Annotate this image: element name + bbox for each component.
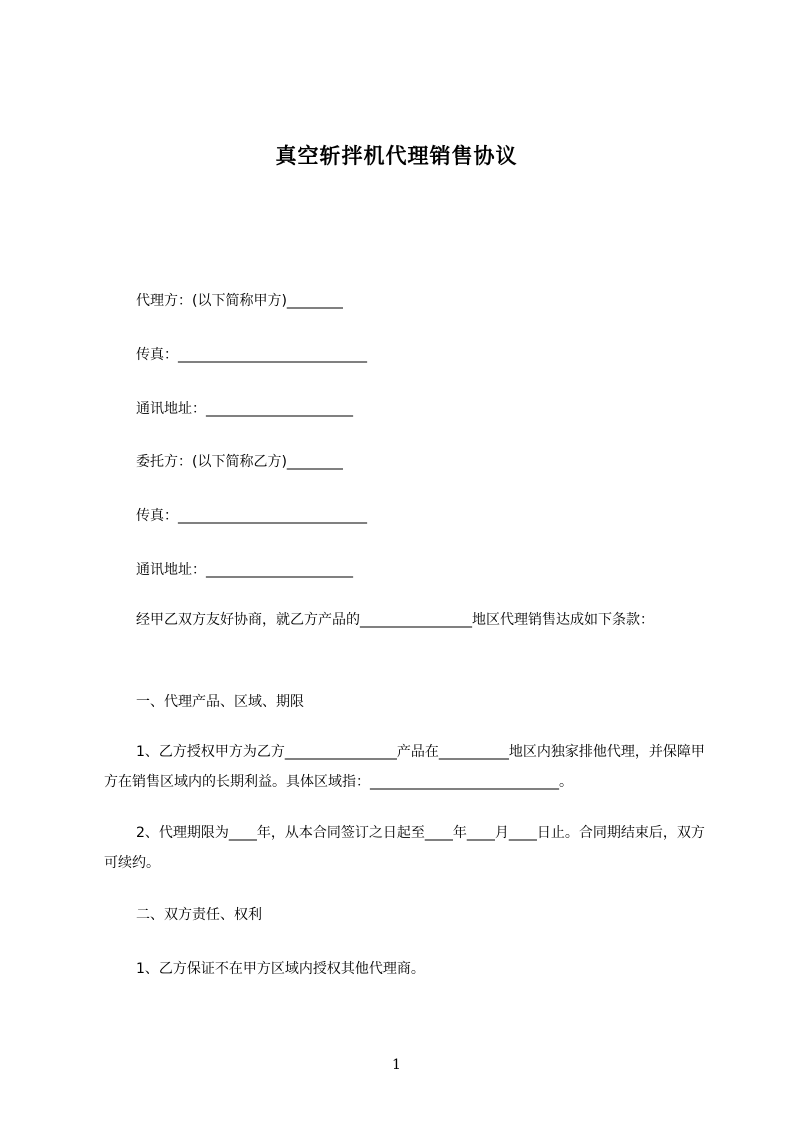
party-b-fax-line: 传真：___________________________ [136, 508, 367, 524]
section-1-clause-2 [104, 818, 718, 878]
party-a-address-line: 通讯地址：_____________________ [136, 401, 353, 417]
page-number: 1 [392, 1057, 401, 1073]
section-1-clause-1 [104, 737, 718, 797]
party-a-fax-line: 传真：___________________________ [136, 347, 367, 363]
section-1-heading: 一、代理产品、区域、期限 [136, 694, 304, 710]
document-title: 真空斩拌机代理销售协议 [275, 144, 518, 168]
party-b-principal-line: 委托方：(以下简称乙方)________ [136, 454, 343, 470]
party-b-address-line: 通讯地址：_____________________ [136, 562, 353, 578]
section-1-clause-1-text: 1、乙方授权甲方为乙方________________产品在__________地区内独家排他代理，并保障甲方在销售区域内的长期利益。具体区域指：___________________________。 [104, 744, 705, 790]
preamble-text: 经甲乙双方友好协商，就乙方产品的________________地区代理销售达成如下条款： [136, 612, 654, 628]
preamble-paragraph [104, 605, 718, 635]
section-2-heading: 二、双方责任、权利 [136, 907, 262, 923]
section-2-clause-1: 1、乙方保证不在甲方区域内授权其他代理商。 [136, 961, 425, 977]
party-a-agent-line: 代理方：(以下简称甲方)________ [136, 293, 343, 309]
section-1-clause-2-text: 2、代理期限为____年，从本合同签订之日起至____年____月____日止。合同期结束后，双方可续约。 [104, 825, 705, 871]
